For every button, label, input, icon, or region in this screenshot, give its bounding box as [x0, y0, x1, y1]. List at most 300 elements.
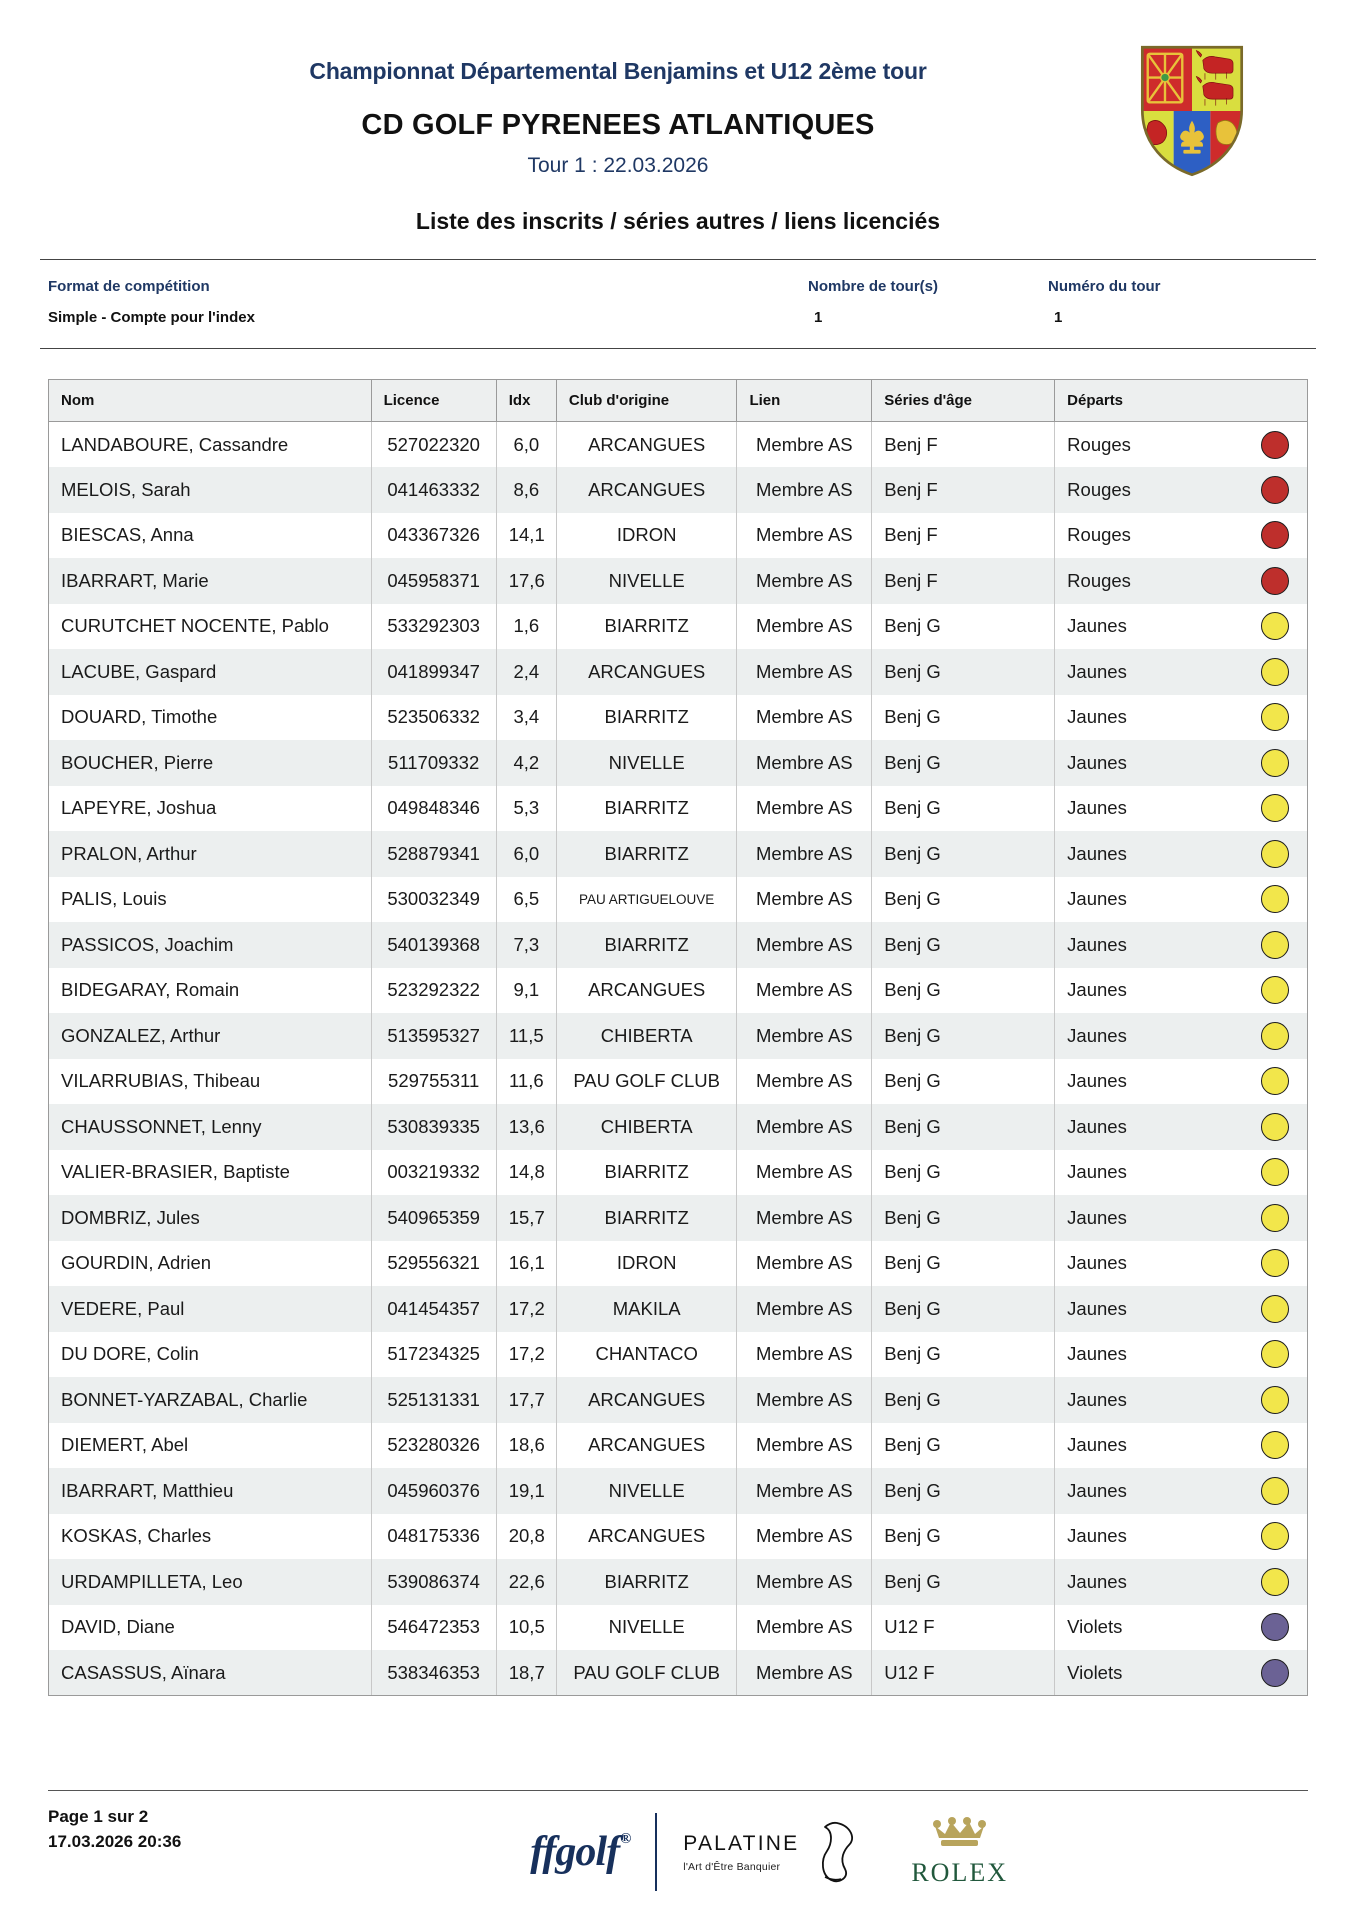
table-row[interactable]	[49, 1650, 1308, 1696]
cell-licence: 513595327	[371, 1013, 496, 1059]
table-row[interactable]	[49, 1059, 1308, 1105]
cell-licence: 530032349	[371, 877, 496, 923]
players-table	[48, 379, 1308, 1696]
tee-color-dot-icon	[1261, 703, 1289, 731]
cell-series: Benj G	[872, 1150, 1055, 1196]
tee-color-dot-icon	[1261, 1113, 1289, 1141]
cell-club: BIARRITZ	[556, 1559, 737, 1605]
rounds-label: Nombre de tour(s)	[808, 278, 939, 295]
cell-idx: 17,2	[496, 1332, 556, 1378]
tee-color-dot-icon	[1261, 1158, 1289, 1186]
cell-club: BIARRITZ	[556, 922, 737, 968]
column-header-club[interactable]: Club d'origine	[556, 380, 737, 422]
cell-licence: 003219332	[371, 1150, 496, 1196]
table-row[interactable]	[49, 1286, 1308, 1332]
table-row[interactable]	[49, 1195, 1308, 1241]
cell-departs	[1055, 1013, 1308, 1059]
departs-label: Rouges	[1067, 569, 1131, 591]
cell-nom: GOURDIN, Adrien	[49, 1241, 372, 1287]
cell-idx: 17,6	[496, 558, 556, 604]
departs-label: Jaunes	[1067, 933, 1127, 955]
document-footer	[0, 1790, 1356, 1920]
cell-licence: 539086374	[371, 1559, 496, 1605]
table-row[interactable]	[49, 1104, 1308, 1150]
cell-licence: 045958371	[371, 558, 496, 604]
cell-lien: Membre AS	[737, 1241, 872, 1287]
cell-lien: Membre AS	[737, 604, 872, 650]
cell-series: Benj G	[872, 1241, 1055, 1287]
cell-club: CHIBERTA	[556, 1013, 737, 1059]
cell-departs	[1055, 877, 1308, 923]
departs-label: Jaunes	[1067, 1115, 1127, 1137]
cell-lien: Membre AS	[737, 1104, 872, 1150]
departs-label: Jaunes	[1067, 1024, 1127, 1046]
cell-club: BIARRITZ	[556, 695, 737, 741]
cell-club: ARCANGUES	[556, 1423, 737, 1469]
cell-licence: 527022320	[371, 422, 496, 468]
tee-color-dot-icon	[1261, 658, 1289, 686]
cell-idx: 10,5	[496, 1605, 556, 1651]
table-body	[49, 422, 1308, 1696]
departs-label: Jaunes	[1067, 660, 1127, 682]
tee-color-dot-icon	[1261, 1022, 1289, 1050]
format-column	[48, 278, 808, 326]
cell-nom: GONZALEZ, Arthur	[49, 1013, 372, 1059]
cell-club: BIARRITZ	[556, 604, 737, 650]
departs-label: Jaunes	[1067, 842, 1127, 864]
tee-color-dot-icon	[1261, 567, 1289, 595]
tee-color-dot-icon	[1261, 521, 1289, 549]
cell-departs	[1055, 1195, 1308, 1241]
document-header	[40, 0, 1316, 235]
tee-color-dot-icon	[1261, 1295, 1289, 1323]
table-row[interactable]	[49, 877, 1308, 923]
departs-label: Jaunes	[1067, 1070, 1127, 1092]
tee-color-dot-icon	[1261, 612, 1289, 640]
cell-lien: Membre AS	[737, 1195, 872, 1241]
table-row[interactable]	[49, 740, 1308, 786]
table-row[interactable]	[49, 1150, 1308, 1196]
cell-idx: 16,1	[496, 1241, 556, 1287]
cell-licence: 540139368	[371, 922, 496, 968]
cell-departs	[1055, 922, 1308, 968]
cell-nom: DU DORE, Colin	[49, 1332, 372, 1378]
info-divider	[40, 348, 1316, 349]
table-header	[49, 380, 1308, 422]
cell-departs	[1055, 1650, 1308, 1696]
cell-series: Benj G	[872, 1377, 1055, 1423]
cell-nom: CHAUSSONNET, Lenny	[49, 1104, 372, 1150]
tee-color-dot-icon	[1261, 840, 1289, 868]
tee-color-dot-icon	[1261, 1204, 1289, 1232]
table-row[interactable]	[49, 1241, 1308, 1287]
cell-nom: PALIS, Louis	[49, 877, 372, 923]
cell-idx: 13,6	[496, 1104, 556, 1150]
cell-club: CHANTACO	[556, 1332, 737, 1378]
cell-nom: DAVID, Diane	[49, 1605, 372, 1651]
cell-club: ARCANGUES	[556, 968, 737, 1014]
cell-departs	[1055, 513, 1308, 559]
table-row[interactable]	[49, 1605, 1308, 1651]
column-header-series[interactable]: Séries d'âge	[872, 380, 1055, 422]
cell-licence: 546472353	[371, 1605, 496, 1651]
cell-series: Benj G	[872, 831, 1055, 877]
cell-club: BIARRITZ	[556, 786, 737, 832]
cell-idx: 19,1	[496, 1468, 556, 1514]
cell-licence: 530839335	[371, 1104, 496, 1150]
departs-label: Jaunes	[1067, 1252, 1127, 1274]
cell-club: CHIBERTA	[556, 1104, 737, 1150]
cell-club: IDRON	[556, 1241, 737, 1287]
departs-label: Jaunes	[1067, 1297, 1127, 1319]
competition-title: Championnat Départemental Benjamins et U12 2ème tour	[309, 58, 927, 84]
round-number-column	[1048, 278, 1288, 326]
cell-nom: PRALON, Arthur	[49, 831, 372, 877]
departs-label: Rouges	[1067, 478, 1131, 500]
cell-club: ARCANGUES	[556, 1377, 737, 1423]
generated-timestamp: 17.03.2026 20:36	[48, 1831, 182, 1851]
cell-lien: Membre AS	[737, 1150, 872, 1196]
cell-departs	[1055, 422, 1308, 468]
cell-nom: VEDERE, Paul	[49, 1286, 372, 1332]
competition-info-block	[40, 260, 1316, 326]
cell-club: NIVELLE	[556, 1468, 737, 1514]
cell-series: Benj G	[872, 1195, 1055, 1241]
table-row[interactable]	[49, 422, 1308, 468]
cell-departs	[1055, 604, 1308, 650]
cell-series: Benj G	[872, 1468, 1055, 1514]
cell-nom: DOMBRIZ, Jules	[49, 1195, 372, 1241]
round-number-value: 1	[1054, 309, 1063, 326]
cell-lien: Membre AS	[737, 422, 872, 468]
cell-lien: Membre AS	[737, 1013, 872, 1059]
rolex-name: ROLEX	[911, 1857, 1008, 1887]
table-header-row	[49, 380, 1308, 422]
cell-nom: BOUCHER, Pierre	[49, 740, 372, 786]
cell-lien: Membre AS	[737, 649, 872, 695]
departs-label: Rouges	[1067, 433, 1131, 455]
cell-lien: Membre AS	[737, 1423, 872, 1469]
page-number: Page 1 sur 2	[48, 1807, 149, 1826]
departs-label: Jaunes	[1067, 1388, 1127, 1410]
table-row[interactable]	[49, 968, 1308, 1014]
cell-departs	[1055, 1059, 1308, 1105]
cell-series: Benj G	[872, 968, 1055, 1014]
cell-lien: Membre AS	[737, 1286, 872, 1332]
table-row[interactable]	[49, 831, 1308, 877]
cell-club: IDRON	[556, 513, 737, 559]
cell-idx: 14,8	[496, 1150, 556, 1196]
cell-lien: Membre AS	[737, 786, 872, 832]
rolex-logo	[911, 1817, 1008, 1888]
cell-club: PAU ARTIGUELOUVE	[556, 877, 737, 923]
round-number-label: Numéro du tour	[1048, 278, 1161, 295]
tee-color-dot-icon	[1261, 1477, 1289, 1505]
column-header-departs[interactable]: Départs	[1055, 380, 1308, 422]
cell-nom: KOSKAS, Charles	[49, 1514, 372, 1560]
table-row[interactable]	[49, 1423, 1308, 1469]
table-row[interactable]	[49, 1514, 1308, 1560]
tee-color-dot-icon	[1261, 749, 1289, 777]
cell-idx: 7,3	[496, 922, 556, 968]
cell-idx: 3,4	[496, 695, 556, 741]
cell-nom: IBARRART, Marie	[49, 558, 372, 604]
cell-club: BIARRITZ	[556, 1150, 737, 1196]
departs-label: Jaunes	[1067, 751, 1127, 773]
cell-club: NIVELLE	[556, 1605, 737, 1651]
departs-label: Rouges	[1067, 524, 1131, 546]
cell-licence: 049848346	[371, 786, 496, 832]
departs-label: Jaunes	[1067, 615, 1127, 637]
tee-color-dot-icon	[1261, 1067, 1289, 1095]
cell-departs	[1055, 1605, 1308, 1651]
cell-departs	[1055, 558, 1308, 604]
tee-color-dot-icon	[1261, 1568, 1289, 1596]
cell-licence: 048175336	[371, 1514, 496, 1560]
cell-licence: 041899347	[371, 649, 496, 695]
cell-idx: 17,2	[496, 1286, 556, 1332]
coat-of-arms-icon	[1138, 45, 1246, 177]
cell-series: Benj G	[872, 1013, 1055, 1059]
departs-label: Violets	[1067, 1616, 1123, 1638]
cell-lien: Membre AS	[737, 1059, 872, 1105]
sponsor-divider	[655, 1813, 657, 1891]
cell-idx: 22,6	[496, 1559, 556, 1605]
departs-label: Jaunes	[1067, 979, 1127, 1001]
document-subtitle: Liste des inscrits / séries autres / liens licenciés	[415, 208, 941, 234]
cell-licence: 528879341	[371, 831, 496, 877]
tee-color-dot-icon	[1261, 1249, 1289, 1277]
cell-lien: Membre AS	[737, 922, 872, 968]
departs-label: Jaunes	[1067, 1161, 1127, 1183]
cell-licence: 538346353	[371, 1650, 496, 1696]
cell-series: Benj F	[872, 422, 1055, 468]
column-header-lien[interactable]: Lien	[737, 380, 872, 422]
players-table-container	[40, 379, 1316, 1696]
cell-nom: DOUARD, Timothe	[49, 695, 372, 741]
cell-departs	[1055, 1150, 1308, 1196]
table-row[interactable]	[49, 695, 1308, 741]
cell-idx: 1,6	[496, 604, 556, 650]
cell-lien: Membre AS	[737, 1605, 872, 1651]
cell-lien: Membre AS	[737, 831, 872, 877]
cell-nom: CASASSUS, Aïnara	[49, 1650, 372, 1696]
table-row[interactable]	[49, 604, 1308, 650]
cell-licence: 045960376	[371, 1468, 496, 1514]
cell-idx: 17,7	[496, 1377, 556, 1423]
cell-nom: VILARRUBIAS, Thibeau	[49, 1059, 372, 1105]
cell-departs	[1055, 1332, 1308, 1378]
table-row[interactable]	[49, 922, 1308, 968]
cell-idx: 11,5	[496, 1013, 556, 1059]
organization-title: CD GOLF PYRENEES ATLANTIQUES	[361, 109, 875, 141]
cell-idx: 5,3	[496, 786, 556, 832]
palatine-horse-icon	[807, 1817, 863, 1887]
cell-nom: VALIER-BRASIER, Baptiste	[49, 1150, 372, 1196]
cell-nom: DIEMERT, Abel	[49, 1423, 372, 1469]
cell-licence: 533292303	[371, 604, 496, 650]
cell-departs	[1055, 1104, 1308, 1150]
page-info	[48, 1805, 181, 1854]
cell-club: MAKILA	[556, 1286, 737, 1332]
departs-label: Violets	[1067, 1661, 1123, 1683]
table-row[interactable]	[49, 1013, 1308, 1059]
cell-lien: Membre AS	[737, 467, 872, 513]
cell-nom: LANDABOURE, Cassandre	[49, 422, 372, 468]
cell-licence: 523292322	[371, 968, 496, 1014]
departs-label: Jaunes	[1067, 1479, 1127, 1501]
cell-nom: LACUBE, Gaspard	[49, 649, 372, 695]
cell-licence: 517234325	[371, 1332, 496, 1378]
cell-nom: PASSICOS, Joachim	[49, 922, 372, 968]
cell-idx: 18,6	[496, 1423, 556, 1469]
cell-club: PAU GOLF CLUB	[556, 1650, 737, 1696]
cell-idx: 11,6	[496, 1059, 556, 1105]
cell-idx: 8,6	[496, 467, 556, 513]
cell-nom: BIDEGARAY, Romain	[49, 968, 372, 1014]
cell-series: Benj G	[872, 649, 1055, 695]
cell-departs	[1055, 695, 1308, 741]
cell-lien: Membre AS	[737, 968, 872, 1014]
cell-series: Benj G	[872, 922, 1055, 968]
cell-club: NIVELLE	[556, 558, 737, 604]
cell-departs	[1055, 1377, 1308, 1423]
cell-departs	[1055, 1423, 1308, 1469]
cell-departs	[1055, 740, 1308, 786]
cell-idx: 20,8	[496, 1514, 556, 1560]
tee-color-dot-icon	[1261, 1613, 1289, 1641]
departs-label: Jaunes	[1067, 1570, 1127, 1592]
column-header-nom[interactable]: Nom	[49, 380, 372, 422]
cell-idx: 2,4	[496, 649, 556, 695]
tour-date-line: Tour 1 : 22.03.2026	[527, 154, 709, 177]
cell-club: BIARRITZ	[556, 831, 737, 877]
cell-lien: Membre AS	[737, 1650, 872, 1696]
cell-lien: Membre AS	[737, 877, 872, 923]
cell-nom: BONNET-YARZABAL, Charlie	[49, 1377, 372, 1423]
cell-departs	[1055, 786, 1308, 832]
cell-lien: Membre AS	[737, 513, 872, 559]
cell-series: Benj G	[872, 1332, 1055, 1378]
table-row[interactable]	[49, 1559, 1308, 1605]
cell-nom: LAPEYRE, Joshua	[49, 786, 372, 832]
cell-licence: 540965359	[371, 1195, 496, 1241]
tee-color-dot-icon	[1261, 1386, 1289, 1414]
tee-color-dot-icon	[1261, 1431, 1289, 1459]
cell-departs	[1055, 1286, 1308, 1332]
cell-series: Benj G	[872, 695, 1055, 741]
cell-idx: 14,1	[496, 513, 556, 559]
cell-series: Benj G	[872, 786, 1055, 832]
cell-nom: BIESCAS, Anna	[49, 513, 372, 559]
tee-color-dot-icon	[1261, 431, 1289, 459]
cell-lien: Membre AS	[737, 1377, 872, 1423]
cell-lien: Membre AS	[737, 740, 872, 786]
cell-idx: 18,7	[496, 1650, 556, 1696]
sponsor-logos	[530, 1813, 1308, 1891]
cell-series: Benj G	[872, 1514, 1055, 1560]
palatine-name: PALATINE	[683, 1831, 800, 1855]
cell-departs	[1055, 1559, 1308, 1605]
cell-licence: 041454357	[371, 1286, 496, 1332]
cell-idx: 9,1	[496, 968, 556, 1014]
cell-lien: Membre AS	[737, 1559, 872, 1605]
table-row[interactable]	[49, 513, 1308, 559]
table-row[interactable]	[49, 786, 1308, 832]
cell-licence: 041463332	[371, 467, 496, 513]
cell-club: ARCANGUES	[556, 1514, 737, 1560]
palatine-logo	[683, 1817, 863, 1887]
table-row[interactable]	[49, 649, 1308, 695]
cell-lien: Membre AS	[737, 1514, 872, 1560]
departs-label: Jaunes	[1067, 797, 1127, 819]
cell-club: ARCANGUES	[556, 649, 737, 695]
cell-idx: 15,7	[496, 1195, 556, 1241]
cell-departs	[1055, 1514, 1308, 1560]
rolex-crown-icon	[929, 1817, 991, 1851]
departs-label: Jaunes	[1067, 888, 1127, 910]
cell-nom: MELOIS, Sarah	[49, 467, 372, 513]
rounds-column	[808, 278, 1048, 326]
departs-label: Jaunes	[1067, 1434, 1127, 1456]
cell-series: U12 F	[872, 1650, 1055, 1696]
cell-lien: Membre AS	[737, 695, 872, 741]
departs-label: Jaunes	[1067, 706, 1127, 728]
cell-series: Benj F	[872, 558, 1055, 604]
cell-series: Benj G	[872, 740, 1055, 786]
cell-series: Benj G	[872, 604, 1055, 650]
tee-color-dot-icon	[1261, 1340, 1289, 1368]
tee-color-dot-icon	[1261, 1659, 1289, 1687]
cell-departs	[1055, 831, 1308, 877]
format-label: Format de compétition	[48, 278, 210, 295]
column-header-licence[interactable]: Licence	[371, 380, 496, 422]
cell-departs	[1055, 968, 1308, 1014]
cell-series: Benj G	[872, 1104, 1055, 1150]
table-row[interactable]	[49, 558, 1308, 604]
cell-nom: URDAMPILLETA, Leo	[49, 1559, 372, 1605]
tee-color-dot-icon	[1261, 1522, 1289, 1550]
cell-series: Benj F	[872, 513, 1055, 559]
cell-departs	[1055, 1241, 1308, 1287]
cell-idx: 4,2	[496, 740, 556, 786]
cell-licence: 523280326	[371, 1423, 496, 1469]
cell-licence: 511709332	[371, 740, 496, 786]
cell-departs	[1055, 649, 1308, 695]
palatine-tagline: l'Art d'Être Banquier	[683, 1860, 781, 1873]
cell-licence: 529755311	[371, 1059, 496, 1105]
cell-series: Benj G	[872, 877, 1055, 923]
cell-licence: 525131331	[371, 1377, 496, 1423]
column-header-idx[interactable]: Idx	[496, 380, 556, 422]
tee-color-dot-icon	[1261, 976, 1289, 1004]
cell-departs	[1055, 1468, 1308, 1514]
cell-lien: Membre AS	[737, 1468, 872, 1514]
cell-nom: IBARRART, Matthieu	[49, 1468, 372, 1514]
cell-departs	[1055, 467, 1308, 513]
ffgolf-logo	[530, 1831, 629, 1873]
cell-idx: 6,5	[496, 877, 556, 923]
departs-label: Jaunes	[1067, 1525, 1127, 1547]
table-row[interactable]	[49, 1332, 1308, 1378]
table-row[interactable]	[49, 467, 1308, 513]
table-row[interactable]	[49, 1468, 1308, 1514]
cell-licence: 523506332	[371, 695, 496, 741]
departs-label: Jaunes	[1067, 1206, 1127, 1228]
tee-color-dot-icon	[1261, 931, 1289, 959]
cell-club: ARCANGUES	[556, 467, 737, 513]
table-row[interactable]	[49, 1377, 1308, 1423]
